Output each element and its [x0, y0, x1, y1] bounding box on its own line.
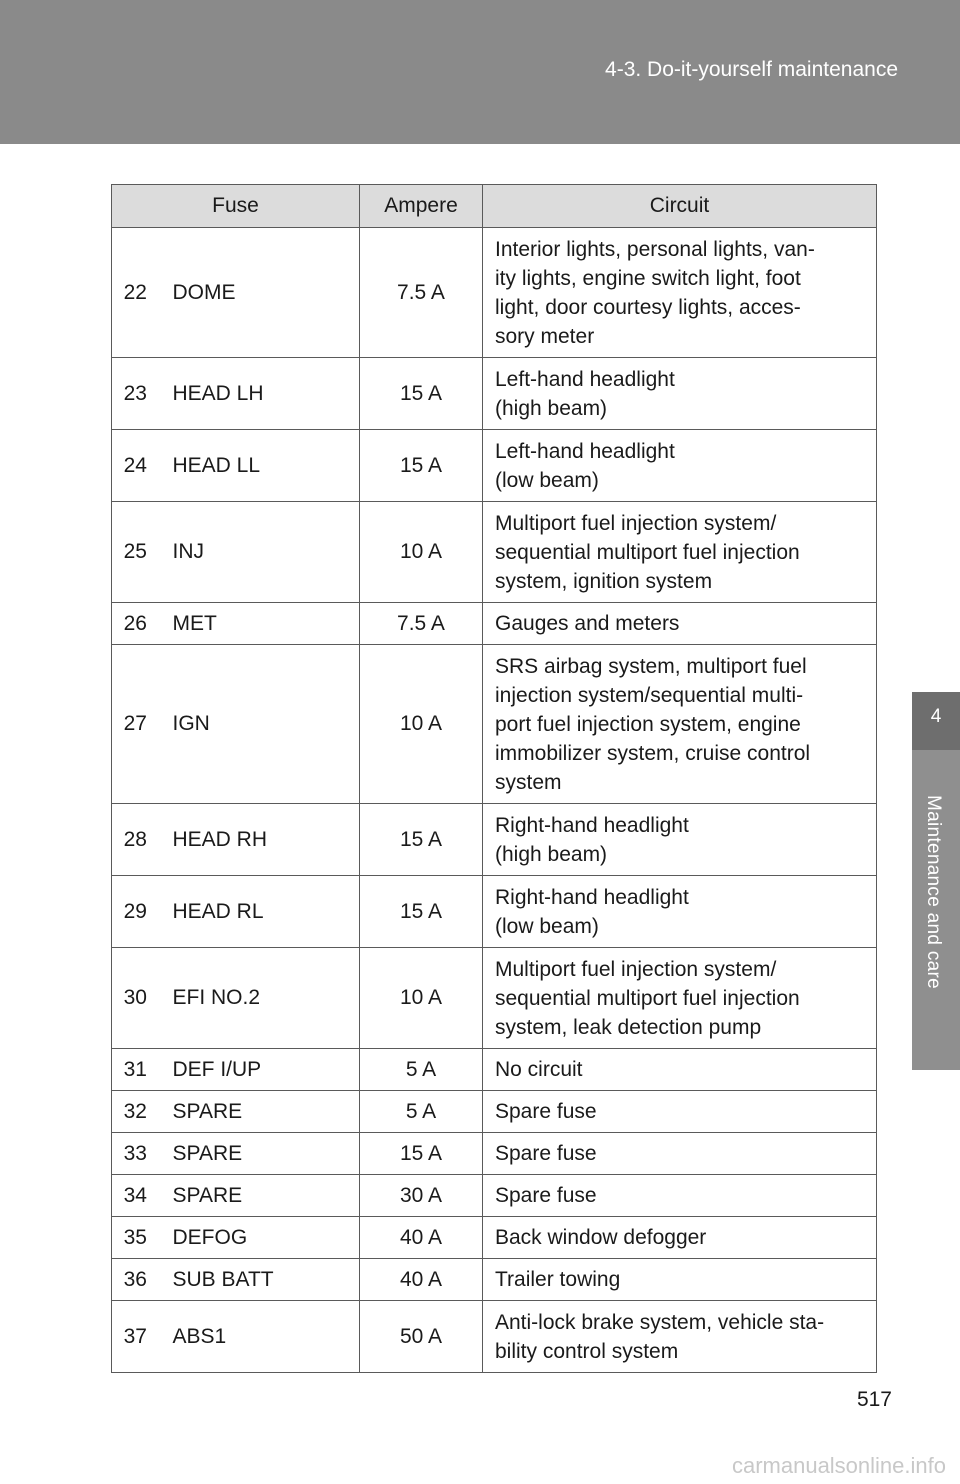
- table-row: [112, 1175, 877, 1217]
- table-row: [112, 228, 877, 358]
- fuse-circuit: [483, 1133, 877, 1175]
- fuse-circuit: [483, 876, 877, 948]
- fuse-circuit: [483, 948, 877, 1049]
- fuse-name: DEFOG: [159, 1217, 360, 1259]
- table-row: [112, 1133, 877, 1175]
- section-title: 4-3. Do-it-yourself maintenance: [605, 58, 898, 81]
- circuit-line: immobilizer system, cruise control: [495, 741, 811, 765]
- circuit-line: (low beam): [495, 914, 599, 938]
- fuse-circuit: [483, 502, 877, 603]
- circuit-line: Gauges and meters: [495, 612, 680, 635]
- table-row: [112, 948, 877, 1049]
- fuse-name: SPARE: [159, 1175, 360, 1217]
- fuse-ampere: 5 A: [360, 1091, 483, 1133]
- table-row: [112, 1301, 877, 1373]
- circuit-line: (low beam): [495, 468, 599, 492]
- fuse-circuit: [483, 645, 877, 804]
- fuse-number: 35: [112, 1217, 159, 1259]
- fuse-circuit: [483, 430, 877, 502]
- table-row: [112, 430, 877, 502]
- fuse-name: SUB BATT: [159, 1259, 360, 1301]
- fuse-ampere: 15 A: [360, 804, 483, 876]
- table-row: [112, 1049, 877, 1091]
- chapter-number: 4: [930, 706, 942, 727]
- circuit-line: Multiport fuel injection system/: [495, 511, 777, 535]
- fuse-circuit: [483, 1175, 877, 1217]
- circuit-line: Left-hand headlight: [495, 367, 675, 391]
- fuse-name: IGN: [159, 645, 360, 804]
- column-header-ampere: Ampere: [360, 185, 483, 228]
- circuit-line: Anti-lock brake system, vehicle sta-: [495, 1310, 825, 1334]
- fuse-ampere: 10 A: [360, 645, 483, 804]
- page-header: [0, 0, 960, 144]
- fuse-ampere: 40 A: [360, 1259, 483, 1301]
- fuse-circuit: [483, 1091, 877, 1133]
- fuse-number: 25: [112, 502, 159, 603]
- circuit-line: (high beam): [495, 842, 608, 866]
- fuse-name: SPARE: [159, 1091, 360, 1133]
- fuse-ampere: 15 A: [360, 876, 483, 948]
- circuit-line: system: [495, 770, 562, 794]
- fuse-number: 31: [112, 1049, 159, 1091]
- circuit-line: Left-hand headlight: [495, 439, 675, 463]
- circuit-line: Spare fuse: [495, 1100, 597, 1123]
- fuse-ampere: 7.5 A: [360, 228, 483, 358]
- fuse-ampere: 15 A: [360, 358, 483, 430]
- circuit-line: sequential multiport fuel injection: [495, 986, 800, 1010]
- table-header-row: [112, 185, 877, 228]
- fuse-number: 27: [112, 645, 159, 804]
- circuit-line: Back window defogger: [495, 1226, 707, 1249]
- fuse-number: 26: [112, 603, 159, 645]
- table-row: [112, 603, 877, 645]
- column-header-circuit: Circuit: [483, 185, 877, 228]
- fuse-table: [111, 184, 877, 1373]
- fuse-name: MET: [159, 603, 360, 645]
- page-number: 517: [856, 1388, 892, 1411]
- table-body: [112, 228, 877, 1373]
- fuse-circuit: [483, 603, 877, 645]
- fuse-name: SPARE: [159, 1133, 360, 1175]
- fuse-ampere: 50 A: [360, 1301, 483, 1373]
- fuse-name: HEAD RL: [159, 876, 360, 948]
- circuit-line: sory meter: [495, 324, 595, 348]
- fuse-circuit: [483, 1217, 877, 1259]
- fuse-circuit: [483, 228, 877, 358]
- fuse-number: 34: [112, 1175, 159, 1217]
- circuit-line: SRS airbag system, multiport fuel: [495, 654, 807, 678]
- fuse-number: 32: [112, 1091, 159, 1133]
- fuse-name: ABS1: [159, 1301, 360, 1373]
- fuse-circuit: [483, 1301, 877, 1373]
- circuit-line: Right-hand headlight: [495, 885, 689, 909]
- fuse-circuit: [483, 1259, 877, 1301]
- circuit-line: ity lights, engine switch light, foot: [495, 266, 801, 290]
- table-row: [112, 1259, 877, 1301]
- fuse-number: 36: [112, 1259, 159, 1301]
- fuse-name: HEAD RH: [159, 804, 360, 876]
- circuit-line: system, leak detection pump: [495, 1015, 762, 1039]
- watermark: carmanualsonline.info: [731, 1453, 946, 1478]
- fuse-name: HEAD LL: [159, 430, 360, 502]
- table-row: [112, 1091, 877, 1133]
- table-row: [112, 502, 877, 603]
- fuse-name: DEF I/UP: [159, 1049, 360, 1091]
- circuit-line: injection system/sequential multi-: [495, 683, 804, 707]
- fuse-ampere: 10 A: [360, 948, 483, 1049]
- table-row: [112, 876, 877, 948]
- fuse-ampere: 30 A: [360, 1175, 483, 1217]
- circuit-line: No circuit: [495, 1058, 583, 1081]
- fuse-ampere: 15 A: [360, 1133, 483, 1175]
- table-row: [112, 804, 877, 876]
- fuse-circuit: [483, 358, 877, 430]
- column-header-fuse: Fuse: [112, 185, 360, 228]
- circuit-line: system, ignition system: [495, 569, 713, 593]
- fuse-ampere: 15 A: [360, 430, 483, 502]
- circuit-line: (high beam): [495, 396, 608, 420]
- circuit-line: Trailer towing: [495, 1268, 621, 1291]
- fuse-number: 30: [112, 948, 159, 1049]
- fuse-number: 23: [112, 358, 159, 430]
- fuse-number: 29: [112, 876, 159, 948]
- fuse-name: HEAD LH: [159, 358, 360, 430]
- fuse-ampere: 10 A: [360, 502, 483, 603]
- fuse-number: 22: [112, 228, 159, 358]
- fuse-number: 33: [112, 1133, 159, 1175]
- fuse-name: EFI NO.2: [159, 948, 360, 1049]
- table-row: [112, 358, 877, 430]
- fuse-ampere: 7.5 A: [360, 603, 483, 645]
- fuse-name: DOME: [159, 228, 360, 358]
- circuit-line: Multiport fuel injection system/: [495, 957, 777, 981]
- circuit-line: light, door courtesy lights, acces-: [495, 295, 801, 319]
- circuit-line: Spare fuse: [495, 1142, 597, 1165]
- fuse-number: 24: [112, 430, 159, 502]
- circuit-line: Right-hand headlight: [495, 813, 689, 837]
- chapter-label: Maintenance and care: [923, 795, 944, 990]
- circuit-line: Spare fuse: [495, 1184, 597, 1207]
- circuit-line: sequential multiport fuel injection: [495, 540, 800, 564]
- circuit-line: bility control system: [495, 1339, 679, 1363]
- table-row: [112, 645, 877, 804]
- circuit-line: Interior lights, personal lights, van-: [495, 237, 815, 261]
- fuse-circuit: [483, 804, 877, 876]
- table-row: [112, 1217, 877, 1259]
- fuse-ampere: 5 A: [360, 1049, 483, 1091]
- fuse-circuit: [483, 1049, 877, 1091]
- fuse-number: 37: [112, 1301, 159, 1373]
- fuse-ampere: 40 A: [360, 1217, 483, 1259]
- fuse-number: 28: [112, 804, 159, 876]
- circuit-line: port fuel injection system, engine: [495, 712, 801, 736]
- fuse-name: INJ: [159, 502, 360, 603]
